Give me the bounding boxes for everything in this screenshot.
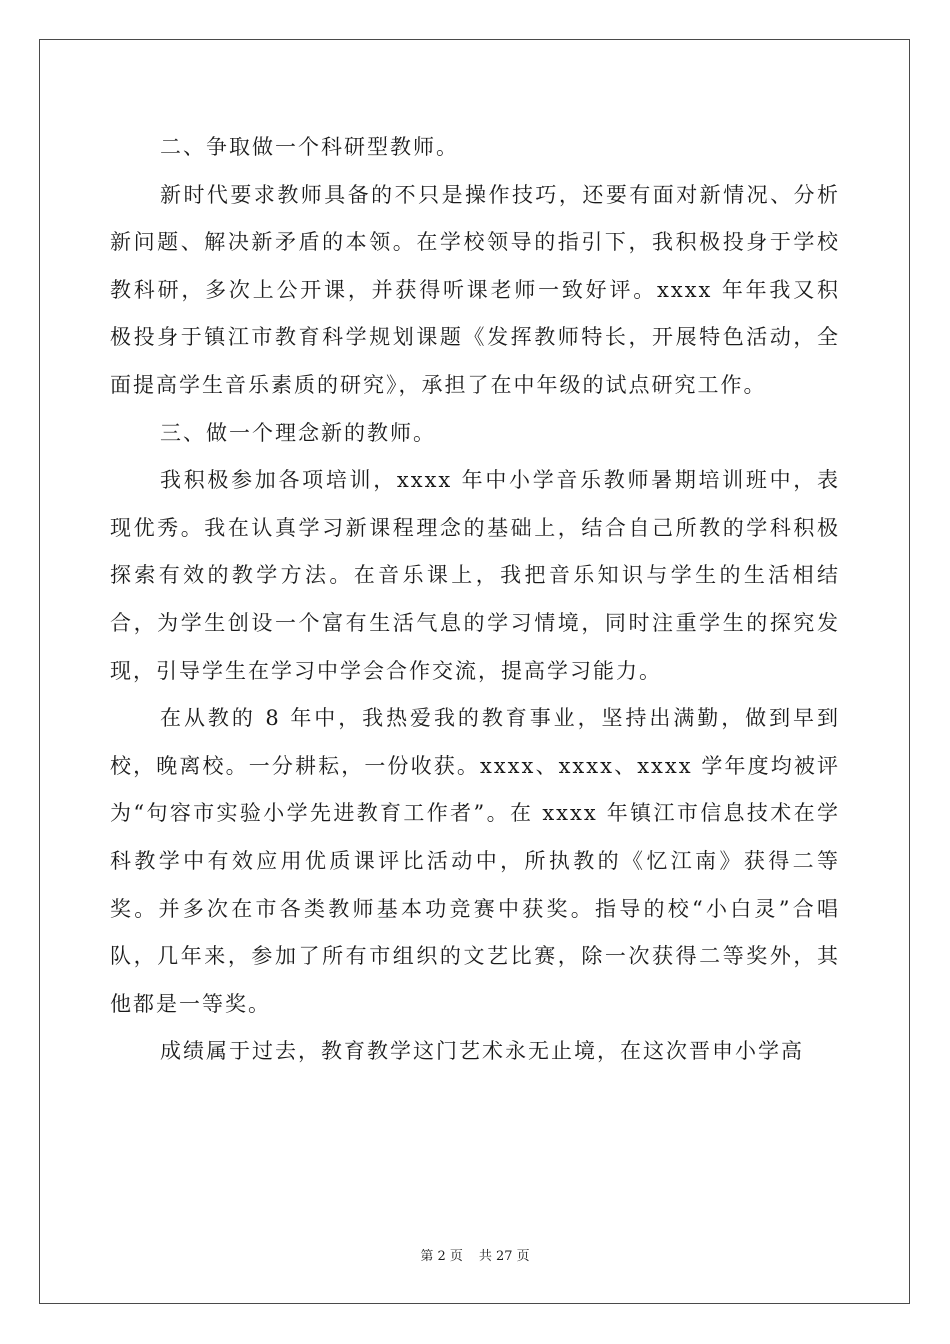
paragraph-research: 新时代要求教师具备的不只是操作技巧，还要有面对新情况、分析新问题、解决新矛盾的本领。在学校领导的指引下，我积极投身于学校教科研，多次上公开课，并获得听课老师一致好评。xxxx 年年我又积极投身于镇江市教育科学规划课题《发挥教师特长，开展特色活动，全面提高学生音乐素质的研究》，承担了在中年级的试点研究工作。 xyxy=(110,182,840,397)
paragraph-achievements: 在从教的 8 年中，我热爱我的教育事业，坚持出满勤，做到早到校，晚离校。一分耕耘，一份收获。xxxx、xxxx、xxxx 学年度均被评为“句容市实验小学先进教育工作者”。在 xxxx 年镇江市信息技术在学科教学中有效应用优质课评比活动中，所执教的《忆江南》获得二等奖。并多次在市各类教师基本功竞赛中获奖。指导的校“小白灵”合唱队，几年来，参加了所有市组织的文艺比赛，除一次获得二等奖外，其他都是一等奖。 xyxy=(110,706,840,1016)
paragraph-closing: 成绩属于过去，教育教学这门艺术永无止境，在这次晋申小学高 xyxy=(160,1039,804,1064)
page-number: 第 2 页 xyxy=(420,1249,463,1264)
section-heading-new-concept: 三、做一个理念新的教师。 xyxy=(160,420,436,445)
page-total: 共 27 页 xyxy=(478,1249,530,1264)
section-heading-research: 二、争取做一个科研型教师。 xyxy=(160,135,459,159)
document-body xyxy=(110,124,840,1076)
paragraph-training: 我积极参加各项培训，xxxx 年中小学音乐教师暑期培训班中，表现优秀。我在认真学习新课程理念的基础上，结合自己所教的学科积极探索有效的教学方法。在音乐课上，我把音乐知识与学生的生活相结合，为学生创设一个富有生活气息的学习情境，同时注重学生的探究发现，引导学生在学习中学会合作交流，提高学习能力。 xyxy=(110,468,840,683)
page-footer xyxy=(0,1245,950,1264)
